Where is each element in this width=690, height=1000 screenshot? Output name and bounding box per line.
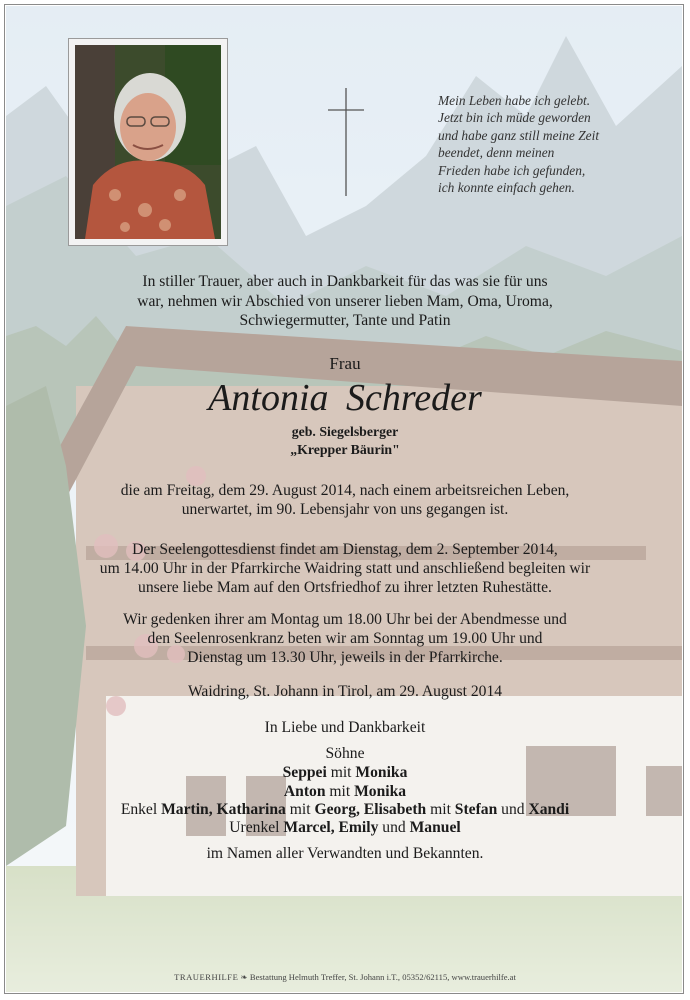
prayer-line: den Seelenrosenkranz beten wir am Sonntag um 19.00 Uhr und — [147, 630, 543, 647]
connector: mit — [326, 764, 356, 781]
prayer-line: Dienstag um 13.30 Uhr, jeweils in der Pfarrkirche. — [187, 649, 503, 666]
sons-label: Söhne — [325, 745, 365, 762]
poem-line: Mein Leben habe ich gelebt. — [438, 93, 591, 108]
poem-line: Frieden habe ich gefunden, — [438, 162, 586, 178]
intro-line: war, nehmen wir Abschied von unserer lieben Mam, Oma, Uroma, — [137, 293, 553, 310]
connector: mit — [285, 801, 315, 818]
place-date: Waidring, St. Johann in Tirol, am 29. August 2014 — [187, 683, 503, 700]
cross-icon — [328, 88, 364, 198]
poem — [438, 92, 668, 196]
deceased-name: Antonia Schreder — [208, 377, 482, 419]
son-name: Seppei — [282, 764, 327, 781]
connector: mit — [426, 801, 455, 818]
poem-line: und habe ganz still meine Zeit — [438, 127, 600, 143]
intro-line: Schwiegermutter, Tante und Patin — [239, 312, 451, 329]
grandchild-name: Stefan — [454, 801, 498, 818]
prayer-line: Wir gedenken ihrer am Montag um 18.00 Uhr bei der Abendmesse und — [123, 611, 567, 628]
footer-brand: TRAUERHILFE — [174, 972, 239, 982]
grandchild-name: Martin, Katharina — [161, 801, 286, 818]
son-name: Anton — [283, 783, 326, 800]
great-grandchild-name: Marcel, Emily — [283, 819, 379, 836]
service-line: Der Seelengottesdienst findet am Dienstag, dem 2. September 2014, — [132, 541, 558, 558]
poem-line: beendet, denn meinen — [438, 145, 555, 161]
connector: und — [497, 801, 529, 818]
grandchildren-label: Enkel — [120, 801, 162, 818]
poem-line: Jetzt bin ich müde geworden — [438, 110, 591, 126]
nickname: „Krepper Bäurin" — [290, 442, 400, 457]
death-line: die am Freitag, dem 29. August 2014, nach einem arbeitsreichen Leben, — [120, 482, 570, 499]
footer-logo-icon: ❧ — [240, 972, 248, 982]
great-grandchild-name: Manuel — [409, 819, 461, 836]
great-grandchildren-label: Urenkel — [229, 819, 284, 836]
grandchild-name: Georg, Elisabeth — [314, 801, 427, 818]
connector: mit — [325, 783, 355, 800]
footer-text: Bestattung Helmuth Treffer, St. Johann i.T., 05352/62115, www.trauerhilfe.at — [249, 972, 516, 982]
grandchildren-line — [0, 800, 690, 819]
maiden-name: geb. Siegelsberger — [291, 424, 399, 439]
son-line — [0, 782, 690, 801]
partner-name: Monika — [355, 764, 408, 781]
closing-line: im Namen aller Verwandten und Bekannten. — [206, 845, 484, 862]
portrait-photo — [68, 38, 228, 246]
intro-line: In stiller Trauer, aber auch in Dankbarkeit für das was sie für uns — [142, 273, 548, 290]
death-line: unerwartet, im 90. Lebensjahr von uns gegangen ist. — [181, 501, 509, 518]
service-line: unsere liebe Mam auf den Ortsfriedhof zu ihrer letzten Ruhestätte. — [138, 579, 552, 596]
service-line: um 14.00 Uhr in der Pfarrkirche Waidring statt und anschließend begleiten wir — [99, 560, 591, 577]
great-grandchildren-line — [0, 818, 690, 837]
footer — [0, 972, 690, 983]
salutation: Frau — [329, 354, 361, 373]
poem-line: ich konnte einfach gehen. — [438, 180, 575, 196]
partner-name: Monika — [354, 783, 407, 800]
family-greeting: In Liebe und Dankbarkeit — [264, 719, 426, 736]
connector: und — [378, 819, 410, 836]
grandchild-name: Xandi — [528, 801, 570, 818]
son-line — [0, 763, 690, 782]
